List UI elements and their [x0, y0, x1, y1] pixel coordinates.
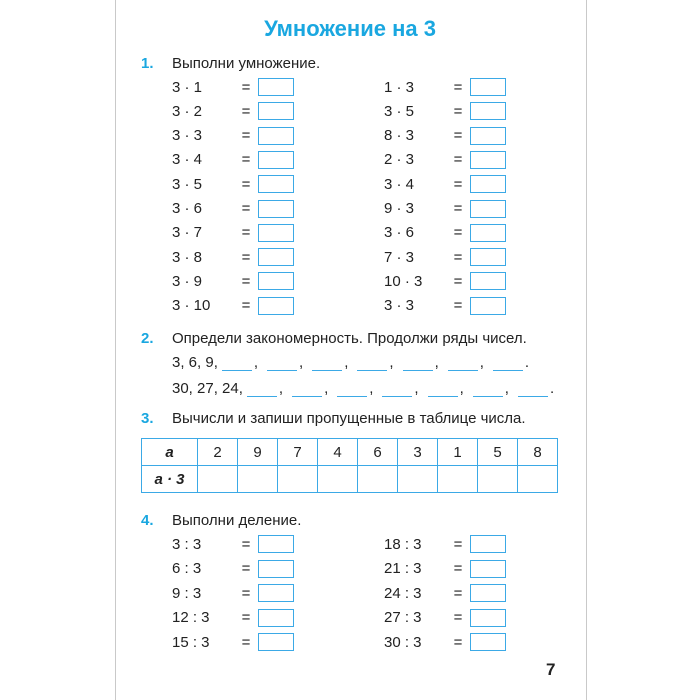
answer-box[interactable]: [470, 102, 506, 120]
sequence-blank[interactable]: [403, 356, 433, 371]
equals-sign: =: [241, 584, 251, 602]
equals-sign: =: [453, 175, 463, 193]
task-4-right-expression: 18 : 3: [384, 535, 422, 553]
task-1-right-row: [384, 247, 506, 267]
task-4-left-row: [172, 608, 294, 628]
task-1-left-expression: 3 · 3: [172, 127, 203, 145]
sequence-separator: ,: [253, 354, 259, 371]
equals-sign: =: [453, 584, 463, 602]
table-answer-cell[interactable]: [438, 466, 478, 493]
answer-box[interactable]: [258, 102, 294, 120]
task-1-right-expression: 7 · 3: [384, 248, 415, 266]
answer-box[interactable]: [258, 127, 294, 145]
equals-sign: =: [241, 272, 251, 290]
table-answer-cell[interactable]: [238, 466, 278, 493]
task-1-right-row: [384, 199, 506, 219]
table-value-cell: 3: [398, 439, 438, 466]
table-value-cell: 7: [278, 439, 318, 466]
sequence-blank[interactable]: [292, 382, 322, 397]
task-4-right-row: [384, 608, 506, 628]
answer-box[interactable]: [470, 78, 506, 96]
task-1-left-expression: 3 · 2: [172, 102, 203, 120]
sequence-blank[interactable]: [312, 356, 342, 371]
task-4-right-row: [384, 583, 506, 603]
task-4-right-expression: 21 : 3: [384, 560, 422, 577]
answer-box[interactable]: [258, 151, 294, 169]
equals-sign: =: [453, 78, 463, 96]
task-1-right-expression: 3 · 5: [384, 102, 415, 120]
page-number: 7: [546, 660, 556, 679]
task-4-right-expression: 27 : 3: [384, 609, 422, 626]
task-1-right-row: [384, 150, 506, 170]
sequence-row: [172, 354, 538, 371]
page-title: Умножение на 3: [264, 16, 436, 41]
task-1-left-expression: 3 · 7: [172, 224, 203, 242]
table-header-a: a: [142, 439, 198, 466]
task-1-right-row: [384, 174, 506, 194]
answer-box[interactable]: [470, 633, 506, 651]
task-1-left-expression: 3 · 8: [172, 248, 203, 266]
equals-sign: =: [453, 200, 463, 217]
table-row-a: [142, 439, 558, 466]
answer-box[interactable]: [258, 560, 294, 578]
sequence-separator: .: [549, 380, 555, 397]
task-4-left-row: [172, 559, 294, 579]
task-4-left-expression: 9 : 3: [172, 584, 202, 602]
task-1-left-row: [172, 77, 294, 97]
table-header-a3: a · 3: [142, 466, 198, 493]
task-4-left-row: [172, 583, 294, 603]
task-1-right-expression: 9 · 3: [384, 200, 415, 217]
answer-box[interactable]: [258, 175, 294, 193]
task-1-text: Выполни умножение.: [172, 55, 321, 72]
task-1-right-expression: 8 · 3: [384, 127, 415, 145]
sequence-blank[interactable]: [428, 382, 458, 397]
sequence-separator: ,: [414, 380, 419, 397]
task-4-left-expression: 15 : 3: [172, 633, 210, 651]
equals-sign: =: [453, 248, 463, 266]
sequence-separator: ,: [369, 380, 374, 397]
sequence-separator: ,: [479, 354, 484, 371]
answer-box[interactable]: [258, 609, 294, 627]
equals-sign: =: [453, 609, 463, 626]
task-1-left-row: [172, 247, 294, 267]
sequence-blank[interactable]: [222, 356, 252, 371]
answer-box[interactable]: [258, 584, 294, 602]
task-1-right-row: [384, 223, 506, 243]
answer-box[interactable]: [470, 560, 506, 578]
equals-sign: =: [241, 633, 251, 651]
answer-box[interactable]: [470, 584, 506, 602]
task-1-left-row: [172, 223, 294, 243]
answer-box[interactable]: [258, 248, 294, 266]
task-1-right-expression: 3 · 4: [384, 175, 415, 193]
sequence-separator: ,: [389, 354, 394, 371]
task-4-right-row: [384, 632, 506, 652]
equals-sign: =: [241, 224, 251, 242]
sequence-separator: ,: [299, 354, 304, 371]
sequence-blank[interactable]: [247, 382, 277, 397]
answer-box[interactable]: [470, 200, 506, 218]
task-1-right-expression: 10 · 3: [384, 272, 423, 290]
sequence-start: 30, 27, 24,: [172, 380, 243, 397]
task-4-right-expression: 30 : 3: [384, 633, 422, 651]
sequence-blank[interactable]: [267, 356, 297, 371]
task-1-number: 1.: [141, 55, 154, 72]
task-1-left-expression: 3 · 9: [172, 272, 203, 290]
equals-sign: =: [241, 297, 251, 315]
sequence-blank[interactable]: [493, 356, 523, 371]
task-1-right-row: [384, 77, 506, 97]
sequence-blank[interactable]: [518, 382, 548, 397]
answer-box[interactable]: [470, 297, 506, 315]
sequence-separator: ,: [504, 380, 509, 397]
answer-box[interactable]: [258, 78, 294, 96]
multiplication-table: [141, 438, 558, 493]
equals-sign: =: [241, 535, 251, 553]
sequence-separator: ,: [459, 380, 464, 397]
sequence-separator: ,: [278, 380, 284, 397]
table-answer-cell[interactable]: [318, 466, 358, 493]
equals-sign: =: [241, 200, 251, 217]
task-1-right-expression: 2 · 3: [384, 151, 415, 169]
equals-sign: =: [241, 560, 251, 577]
task-1-left-row: [172, 199, 294, 219]
task-4-left-expression: 12 : 3: [172, 609, 210, 626]
task-1-left-expression: 3 · 5: [172, 175, 203, 193]
sequence-row: [172, 380, 563, 397]
answer-box[interactable]: [258, 272, 294, 290]
equals-sign: =: [453, 297, 463, 315]
table-value-cell: 5: [478, 439, 518, 466]
task-1-left-expression: 3 · 6: [172, 200, 203, 217]
task-1-right-expression: 1 · 3: [384, 78, 415, 96]
task-3-number: 3.: [141, 410, 154, 427]
answer-box[interactable]: [470, 151, 506, 169]
table-value-cell: 1: [438, 439, 478, 466]
task-1-left-row: [172, 150, 294, 170]
table-answer-cell[interactable]: [358, 466, 398, 493]
equals-sign: =: [453, 633, 463, 651]
task-1-left-row: [172, 271, 294, 291]
equals-sign: =: [241, 127, 251, 145]
sequence-blank[interactable]: [448, 356, 478, 371]
task-4-number: 4.: [141, 512, 154, 529]
equals-sign: =: [241, 248, 251, 266]
answer-box[interactable]: [470, 175, 506, 193]
sequence-separator: ,: [344, 354, 349, 371]
table-value-cell: 6: [358, 439, 398, 466]
equals-sign: =: [453, 102, 463, 120]
equals-sign: =: [453, 272, 463, 290]
table-value-cell: 9: [238, 439, 278, 466]
table-answer-cell[interactable]: [398, 466, 438, 493]
task-4-right-expression: 24 : 3: [384, 584, 422, 602]
equals-sign: =: [241, 609, 251, 626]
task-2-text: Определи закономерность. Продолжи ряды чисел.: [172, 330, 527, 347]
table-answer-cell[interactable]: [198, 466, 238, 493]
sequence-start: 3, 6, 9,: [172, 354, 218, 371]
equals-sign: =: [241, 102, 251, 120]
table-answer-cell[interactable]: [478, 466, 518, 493]
answer-box[interactable]: [470, 224, 506, 242]
task-3-text: Вычисли и запиши пропущенные в таблице числа.: [172, 410, 526, 427]
task-1-left-expression: 3 · 10: [172, 297, 211, 315]
task-1-left-expression: 3 · 1: [172, 78, 203, 96]
table-value-cell: 4: [318, 439, 358, 466]
table-answer-cell[interactable]: [518, 466, 558, 493]
sequence-blank[interactable]: [473, 382, 503, 397]
task-1-right-row: [384, 126, 506, 146]
task-1-right-row: [384, 101, 506, 121]
task-1-left-expression: 3 · 4: [172, 151, 203, 169]
equals-sign: =: [453, 535, 463, 553]
task-1-left-row: [172, 101, 294, 121]
equals-sign: =: [241, 175, 251, 193]
sequence-blank[interactable]: [357, 356, 387, 371]
task-1-right-row: [384, 271, 506, 291]
answer-box[interactable]: [470, 272, 506, 290]
task-4-right-row: [384, 534, 506, 554]
task-4-text: Выполни деление.: [172, 512, 302, 529]
task-1-right-expression: 3 · 3: [384, 297, 415, 315]
task-1-right-expression: 3 · 6: [384, 224, 415, 242]
task-1-right-row: [384, 296, 506, 316]
sequence-blank[interactable]: [337, 382, 367, 397]
equals-sign: =: [453, 224, 463, 242]
task-4-left-row: [172, 632, 294, 652]
equals-sign: =: [453, 560, 463, 577]
task-2-number: 2.: [141, 330, 154, 347]
answer-box[interactable]: [258, 633, 294, 651]
task-4-left-row: [172, 534, 294, 554]
table-answer-cell[interactable]: [278, 466, 318, 493]
table-row-a3: [142, 466, 558, 493]
task-1-left-row: [172, 126, 294, 146]
answer-box[interactable]: [470, 609, 506, 627]
equals-sign: =: [453, 151, 463, 169]
equals-sign: =: [241, 78, 251, 96]
task-4-left-expression: 3 : 3: [172, 535, 202, 553]
answer-box[interactable]: [470, 535, 506, 553]
task-4-right-row: [384, 559, 506, 579]
task-1-left-row: [172, 174, 294, 194]
answer-box[interactable]: [258, 224, 294, 242]
sequence-separator: ,: [434, 354, 439, 371]
answer-box[interactable]: [258, 535, 294, 553]
equals-sign: =: [241, 151, 251, 169]
equals-sign: =: [453, 127, 463, 145]
answer-box[interactable]: [470, 127, 506, 145]
sequence-blank[interactable]: [382, 382, 412, 397]
answer-box[interactable]: [258, 200, 294, 218]
task-1-left-row: [172, 296, 294, 316]
table-value-cell: 2: [198, 439, 238, 466]
answer-box[interactable]: [258, 297, 294, 315]
table-value-cell: 8: [518, 439, 558, 466]
sequence-separator: .: [524, 354, 530, 371]
task-4-left-expression: 6 : 3: [172, 560, 202, 577]
sequence-separator: ,: [324, 380, 329, 397]
answer-box[interactable]: [470, 248, 506, 266]
